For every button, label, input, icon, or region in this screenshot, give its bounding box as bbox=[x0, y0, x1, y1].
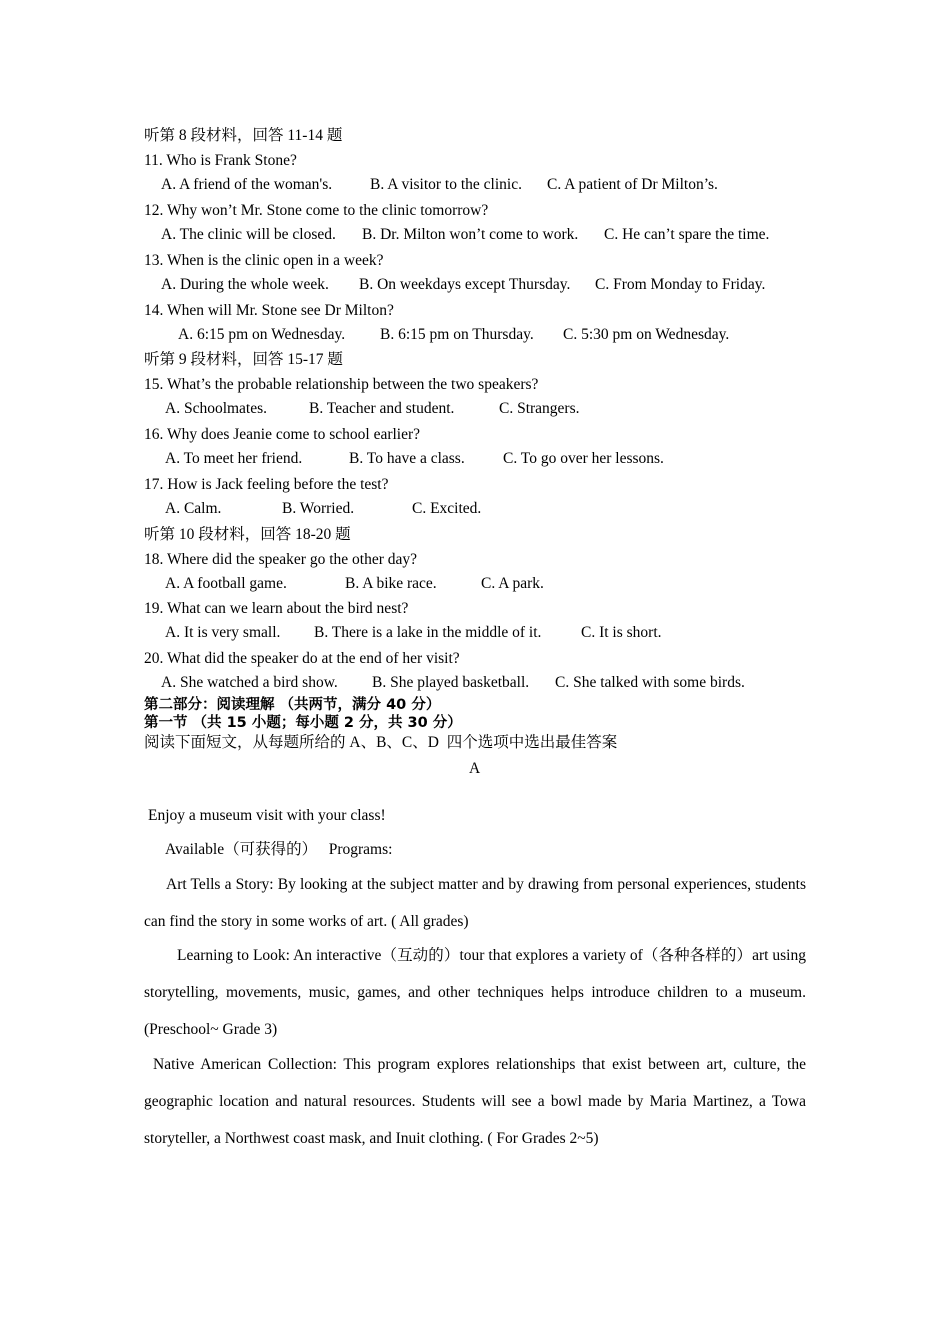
section-8-heading: 听第 8 段材料，回答 11-14 题 bbox=[144, 127, 343, 144]
section-9-heading: 听第 9 段材料，回答 15-17 题 bbox=[144, 351, 343, 368]
question-20: 20. What did the speaker do at the end of her visit? bbox=[144, 650, 460, 667]
passage-letter: A bbox=[469, 760, 481, 777]
q14-option-c: C. 5:30 pm on Wednesday. bbox=[563, 326, 730, 343]
q11-option-a: A. A friend of the woman's. bbox=[161, 176, 333, 193]
question-11: 11. Who is Frank Stone? bbox=[144, 152, 297, 169]
q19-option-a: A. It is very small. bbox=[165, 624, 281, 641]
program-art-tells-a-story: Art Tells a Story: By looking at the subject matter and by drawing from personal experiences, students can find the story in some works of art. ( All grades) bbox=[144, 876, 806, 930]
part-two-title: 第二部分：阅读理解 （共两节，满分 40 分） bbox=[144, 697, 441, 713]
q13-option-c: C. From Monday to Friday. bbox=[595, 276, 766, 293]
q17-option-c: C. Excited. bbox=[412, 500, 482, 517]
question-15: 15. What’s the probable relationship between the two speakers? bbox=[144, 376, 539, 393]
question-13: 13. When is the clinic open in a week? bbox=[144, 252, 384, 269]
section-10-heading: 听第 10 段材料，回答 18-20 题 bbox=[144, 526, 351, 543]
q15-option-c: C. Strangers. bbox=[499, 400, 580, 417]
q19-option-b: B. There is a lake in the middle of it. bbox=[314, 624, 542, 641]
q20-option-b: B. She played basketball. bbox=[372, 674, 530, 691]
q16-option-c: C. To go over her lessons. bbox=[503, 450, 664, 467]
question-18: 18. Where did the speaker go the other day? bbox=[144, 551, 418, 568]
question-14: 14. When will Mr. Stone see Dr Milton? bbox=[144, 302, 394, 319]
reading-instruction: 阅读下面短文，从每题所给的 A、B、C、D 四个选项中选出最佳答案 bbox=[144, 734, 618, 751]
question-17: 17. How is Jack feeling before the test? bbox=[144, 476, 389, 493]
q11-option-c: C. A patient of Dr Milton’s. bbox=[547, 176, 718, 193]
q18-option-c: C. A park. bbox=[481, 575, 544, 592]
q12-option-a: A. The clinic will be closed. bbox=[161, 226, 336, 243]
q11-option-b: B. A visitor to the clinic. bbox=[370, 176, 522, 193]
q14-option-b: B. 6:15 pm on Thursday. bbox=[380, 326, 534, 343]
q14-option-a: A. 6:15 pm on Wednesday. bbox=[178, 326, 346, 343]
q16-option-a: A. To meet her friend. bbox=[165, 450, 303, 467]
question-12: 12. Why won’t Mr. Stone come to the clinic tomorrow? bbox=[144, 202, 489, 219]
question-16: 16. Why does Jeanie come to school earlier? bbox=[144, 426, 421, 443]
program-native-american-collection: Native American Collection: This program explores relationships that exist between art, culture, the geographic location and natural resources. Students will see a bowl made by Maria Martinez, a Towa storyteller, a Northwest coast mask, and Inuit clothing. ( For Grades 2~5) bbox=[144, 1056, 806, 1147]
q12-option-c: C. He can’t spare the time. bbox=[604, 226, 770, 243]
program-learning-to-look: Learning to Look: An interactive（互动的）tour that explores a variety of（各种各样的）art using storytelling, movements, music, games, and other techniques helps introduce children to a museum. (Preschool~ Grade 3) bbox=[144, 947, 806, 1038]
q20-option-a: A. She watched a bird show. bbox=[161, 674, 338, 691]
q19-option-c: C. It is short. bbox=[581, 624, 662, 641]
q20-option-c: C. She talked with some birds. bbox=[555, 674, 745, 691]
passage-intro: Enjoy a museum visit with your class! bbox=[148, 807, 386, 824]
q13-option-a: A. During the whole week. bbox=[161, 276, 329, 293]
q18-option-a: A. A football game. bbox=[165, 575, 287, 592]
question-19: 19. What can we learn about the bird nest? bbox=[144, 600, 409, 617]
q15-option-b: B. Teacher and student. bbox=[309, 400, 455, 417]
q16-option-b: B. To have a class. bbox=[349, 450, 465, 467]
q13-option-b: B. On weekdays except Thursday. bbox=[359, 276, 571, 293]
q12-option-b: B. Dr. Milton won’t come to work. bbox=[362, 226, 579, 243]
programs-label: Available（可获得的） Programs: bbox=[165, 841, 393, 858]
q17-option-b: B. Worried. bbox=[282, 500, 355, 517]
q15-option-a: A. Schoolmates. bbox=[165, 400, 268, 417]
section-one-title: 第一节 （共 15 小题；每小题 2 分，共 30 分） bbox=[144, 715, 462, 731]
q17-option-a: A. Calm. bbox=[165, 500, 222, 517]
q18-option-b: B. A bike race. bbox=[345, 575, 437, 592]
